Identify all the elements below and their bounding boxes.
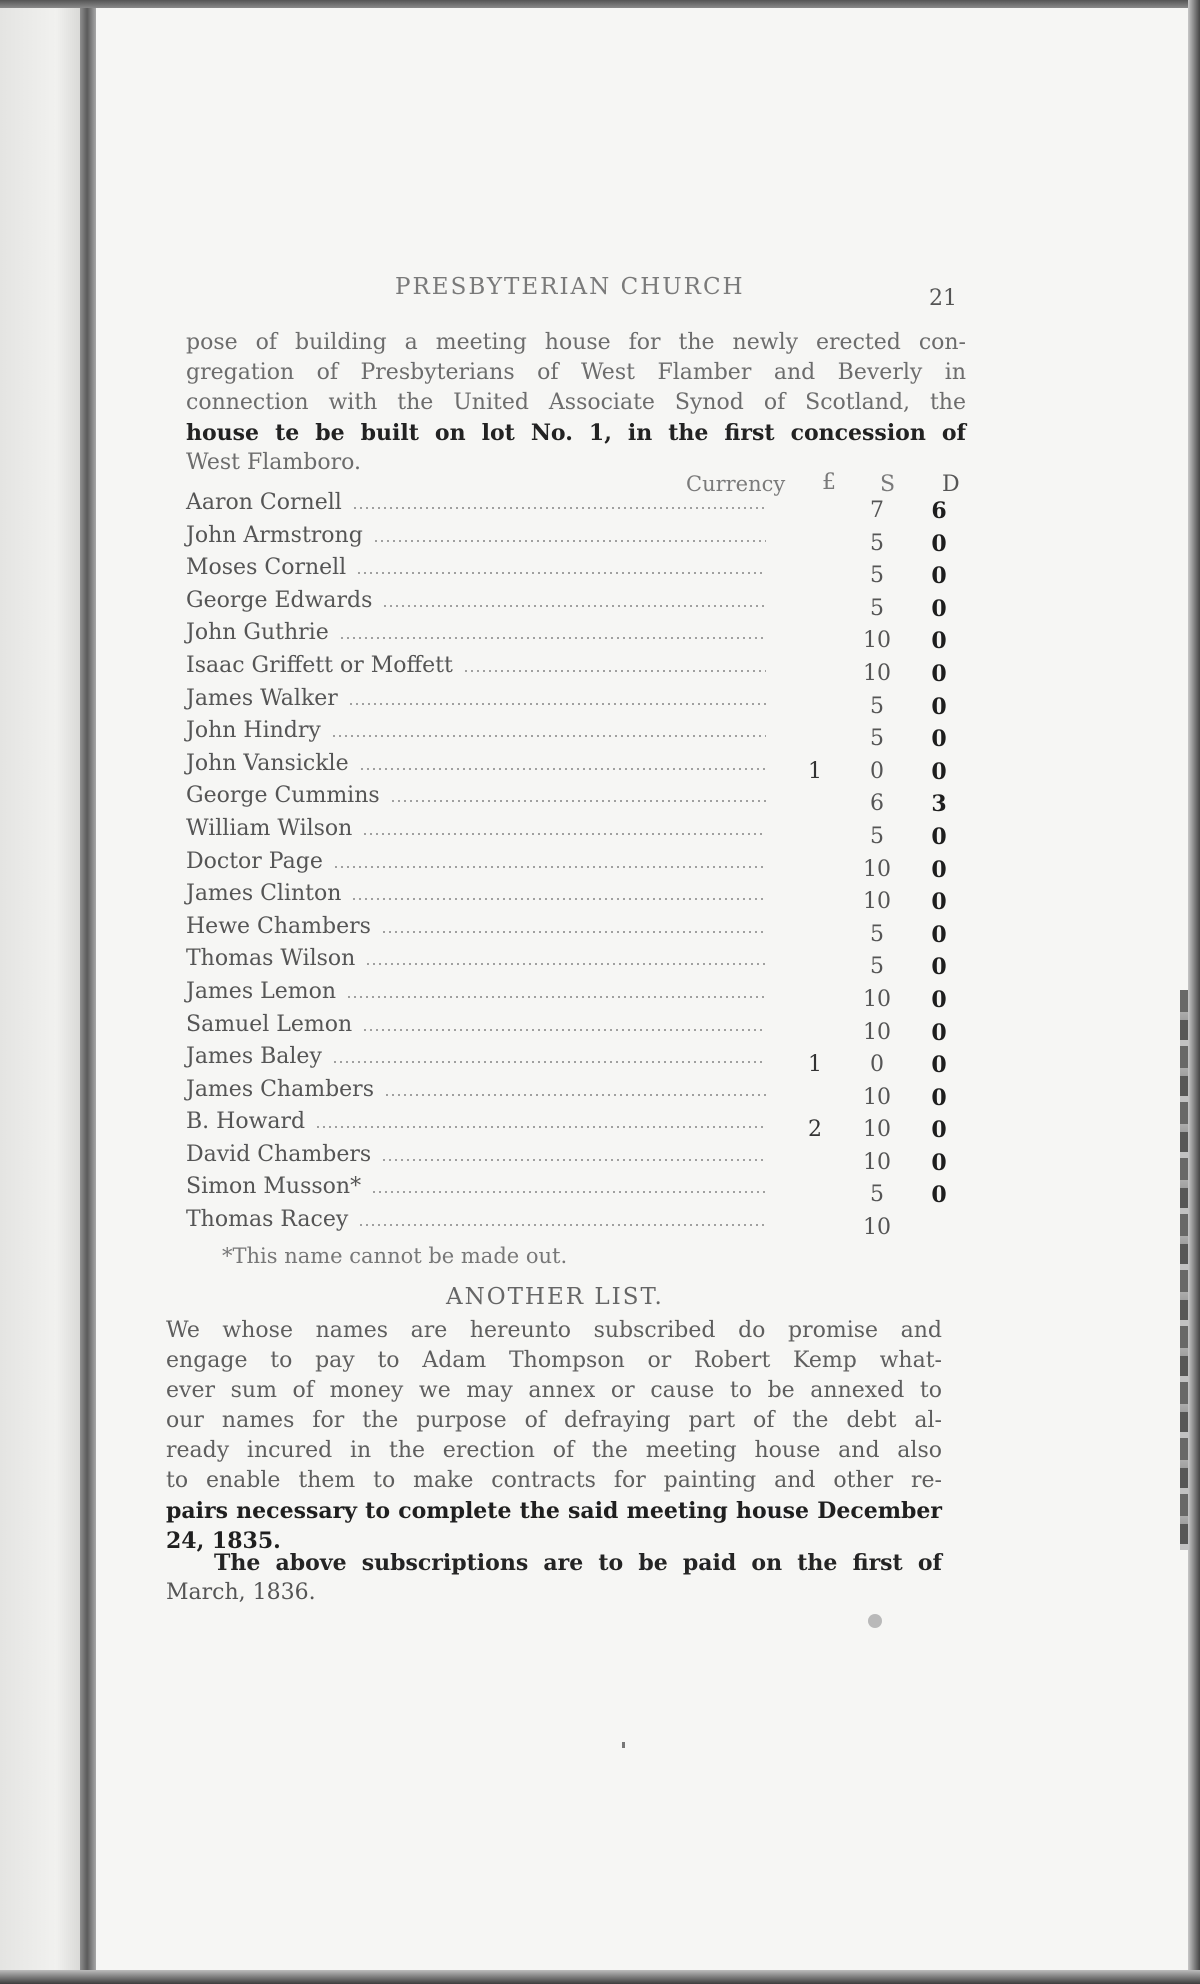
leader-dots — [315, 1126, 766, 1128]
subscriber-row — [180, 1012, 980, 1045]
subscriber-row — [180, 490, 980, 523]
subscriber-name: William Wilson — [186, 815, 353, 841]
intro-line: West Flamboro. — [186, 450, 361, 475]
subscriber-name: Isaac Griffett or Moffett — [186, 652, 453, 678]
scanner-bottom-edge — [0, 1970, 1200, 1984]
leader-dots — [362, 1029, 766, 1031]
subscriber-row — [180, 653, 980, 686]
subscriber-row — [180, 1207, 980, 1240]
subscriber-row — [180, 588, 980, 621]
paragraph-line: 24, 1835. — [166, 1528, 281, 1554]
shillings-amount: 10 — [863, 660, 891, 686]
subscriber-row — [180, 620, 980, 653]
subscriber-row — [180, 816, 980, 849]
subscriber-row — [180, 751, 980, 784]
subscriber-name: Samuel Lemon — [186, 1011, 353, 1037]
pence-column-label: D — [942, 472, 960, 497]
paragraph-line: our names for the purpose of defraying part of the debt al- — [166, 1408, 942, 1433]
shillings-amount: 10 — [863, 1084, 891, 1110]
ink-speck — [622, 1742, 625, 1748]
intro-paragraph — [186, 328, 966, 478]
subscriber-name: John Hindry — [186, 718, 321, 744]
subscriber-row — [180, 881, 980, 914]
paragraph-line: to enable them to make contracts for painting and other re- — [166, 1468, 942, 1493]
subscriber-name: B. Howard — [186, 1109, 306, 1135]
subscriber-row — [180, 686, 980, 719]
subscriber-row — [180, 1109, 980, 1142]
pence-amount: 0 — [931, 563, 947, 590]
leader-dots — [381, 1159, 766, 1161]
paragraph-line: We whose names are hereunto subscribed do promise and — [166, 1318, 942, 1343]
leader-dots — [384, 1094, 766, 1096]
shillings-amount: 5 — [870, 1182, 884, 1208]
leader-dots — [351, 898, 766, 900]
subscriber-name: Thomas Wilson — [186, 946, 356, 972]
subscriber-name: James Walker — [186, 685, 338, 711]
pence-amount: 0 — [931, 856, 947, 883]
leader-dots — [382, 605, 766, 607]
leader-dots — [371, 1191, 766, 1193]
shillings-amount: 10 — [863, 986, 891, 1012]
another-list-heading: ANOTHER LIST. — [446, 1284, 664, 1310]
pence-amount: 0 — [931, 758, 947, 785]
pence-amount: 0 — [931, 823, 947, 850]
subscriber-name: James Baley — [186, 1044, 322, 1070]
subscriber-name: James Clinton — [186, 881, 342, 907]
pence-amount: 6 — [931, 498, 947, 524]
shillings-amount: 10 — [863, 1019, 891, 1045]
subscriber-row — [180, 1142, 980, 1175]
pence-amount: 0 — [931, 1149, 947, 1176]
leader-dots — [333, 866, 766, 868]
subscriber-row — [180, 914, 980, 947]
shillings-amount: 5 — [870, 823, 884, 849]
pence-amount: 0 — [931, 1182, 947, 1209]
leader-dots — [463, 670, 766, 672]
shillings-amount: 10 — [863, 1215, 891, 1241]
pounds-amount: 1 — [808, 1052, 822, 1078]
pence-amount: 0 — [931, 1084, 947, 1111]
pence-amount: 0 — [931, 628, 947, 655]
shillings-amount: 5 — [870, 954, 884, 980]
pence-amount: 3 — [931, 791, 947, 818]
pence-amount: 0 — [931, 595, 947, 622]
subscriber-row — [180, 523, 980, 556]
shillings-amount: 0 — [870, 758, 884, 784]
intro-line: gregation of Presbyterians of West Flamber and Beverly in — [186, 360, 966, 385]
shillings-amount: 10 — [863, 628, 891, 654]
shillings-amount: 7 — [870, 498, 884, 523]
note-line: March, 1836. — [166, 1580, 316, 1605]
shillings-amount: 5 — [870, 693, 884, 719]
leader-dots — [339, 637, 766, 639]
leader-dots — [373, 540, 766, 542]
leader-dots — [358, 1224, 766, 1226]
pounds-amount: 1 — [808, 758, 822, 784]
facing-page-sliver — [0, 8, 80, 1970]
pence-amount: 0 — [931, 660, 947, 687]
shillings-amount: 10 — [863, 1117, 891, 1143]
subscriber-row — [180, 979, 980, 1012]
shillings-amount: 5 — [870, 595, 884, 621]
pence-amount: 0 — [931, 530, 947, 557]
shillings-column-label: S — [880, 472, 896, 497]
subscriber-row — [180, 718, 980, 751]
pence-amount: 0 — [931, 889, 947, 916]
subscriber-name: Aaron Cornell — [186, 490, 342, 515]
paragraph-line: ever sum of money we may annex or cause to be annexed to — [166, 1378, 942, 1403]
scanner-right-edge — [1188, 0, 1200, 1984]
running-head: PRESBYTERIAN CHURCH — [395, 274, 745, 300]
shillings-amount: 10 — [863, 889, 891, 915]
shillings-amount: 6 — [870, 791, 884, 817]
subscriber-name: John Vansickle — [186, 750, 349, 776]
shillings-amount: 10 — [863, 1149, 891, 1175]
subscriber-row — [180, 849, 980, 882]
leader-dots — [348, 703, 766, 705]
leader-dots — [390, 800, 766, 802]
subscriber-row — [180, 1077, 980, 1110]
another-list-paragraph — [166, 1316, 942, 1556]
subscriber-name: John Guthrie — [186, 620, 329, 646]
book-gutter — [80, 8, 96, 1970]
subscriber-row — [180, 1044, 980, 1077]
intro-line: connection with the United Associate Synod of Scotland, the — [186, 390, 966, 415]
subscriber-row — [180, 783, 980, 816]
subscriber-name: Simon Musson* — [186, 1174, 362, 1200]
pounds-column-label: £ — [822, 470, 836, 495]
pence-amount: 0 — [931, 1052, 947, 1079]
paragraph-line: ready incured in the erection of the meeting house and also — [166, 1438, 942, 1463]
intro-line: pose of building a meeting house for the newly erected con- — [186, 330, 966, 355]
leader-dots — [359, 768, 766, 770]
subscriber-row — [180, 946, 980, 979]
subscriber-name: George Cummins — [186, 783, 380, 809]
subscriber-name: Hewe Chambers — [186, 913, 371, 939]
footnote: *This name cannot be made out. — [222, 1244, 568, 1268]
note-line: The above subscriptions are to be paid on the first of — [214, 1550, 942, 1576]
pence-amount: 0 — [931, 693, 947, 720]
subscriber-name: George Edwards — [186, 587, 373, 613]
shillings-amount: 5 — [870, 530, 884, 556]
ink-speck — [868, 1614, 882, 1628]
pence-amount: 0 — [931, 921, 947, 948]
leader-dots — [362, 833, 766, 835]
pence-amount: 0 — [931, 1117, 947, 1144]
subscriber-row — [180, 1174, 980, 1207]
subscriber-name: James Chambers — [186, 1076, 374, 1102]
subscriber-name: Moses Cornell — [186, 555, 347, 581]
subscriber-name: Thomas Racey — [186, 1207, 349, 1233]
intro-line: house te be built on lot No. 1, in the first concession of — [186, 420, 966, 446]
payment-note — [166, 1548, 942, 1608]
leader-dots — [381, 931, 766, 933]
pounds-amount: 2 — [808, 1117, 822, 1143]
scanner-top-edge — [0, 0, 1200, 8]
subscriber-name: David Chambers — [186, 1141, 372, 1167]
leader-dots — [365, 963, 766, 965]
subscriber-name: James Lemon — [186, 978, 337, 1004]
shillings-amount: 5 — [870, 726, 884, 752]
leader-dots — [356, 572, 766, 574]
pence-amount: 0 — [931, 726, 947, 753]
leader-dots — [332, 1061, 766, 1063]
pence-amount: 0 — [931, 986, 947, 1013]
subscriber-row — [180, 555, 980, 588]
leader-dots — [352, 507, 766, 509]
shillings-amount: 0 — [870, 1052, 884, 1078]
subscription-list — [180, 490, 980, 1240]
subscriber-name: John Armstrong — [186, 522, 363, 548]
shillings-amount: 5 — [870, 921, 884, 947]
shillings-amount: 5 — [870, 563, 884, 589]
leader-dots — [346, 996, 766, 998]
paragraph-line: pairs necessary to complete the said meeting house December — [166, 1498, 942, 1524]
subscriber-name: Doctor Page — [186, 848, 323, 874]
paragraph-line: engage to pay to Adam Thompson or Robert Kemp what- — [166, 1348, 942, 1373]
shillings-amount: 10 — [863, 856, 891, 882]
currency-column-label: Currency — [686, 472, 786, 496]
pence-amount: 0 — [931, 1019, 947, 1046]
leader-dots — [331, 735, 766, 737]
page-number: 21 — [929, 286, 957, 311]
pence-amount: 0 — [931, 954, 947, 981]
